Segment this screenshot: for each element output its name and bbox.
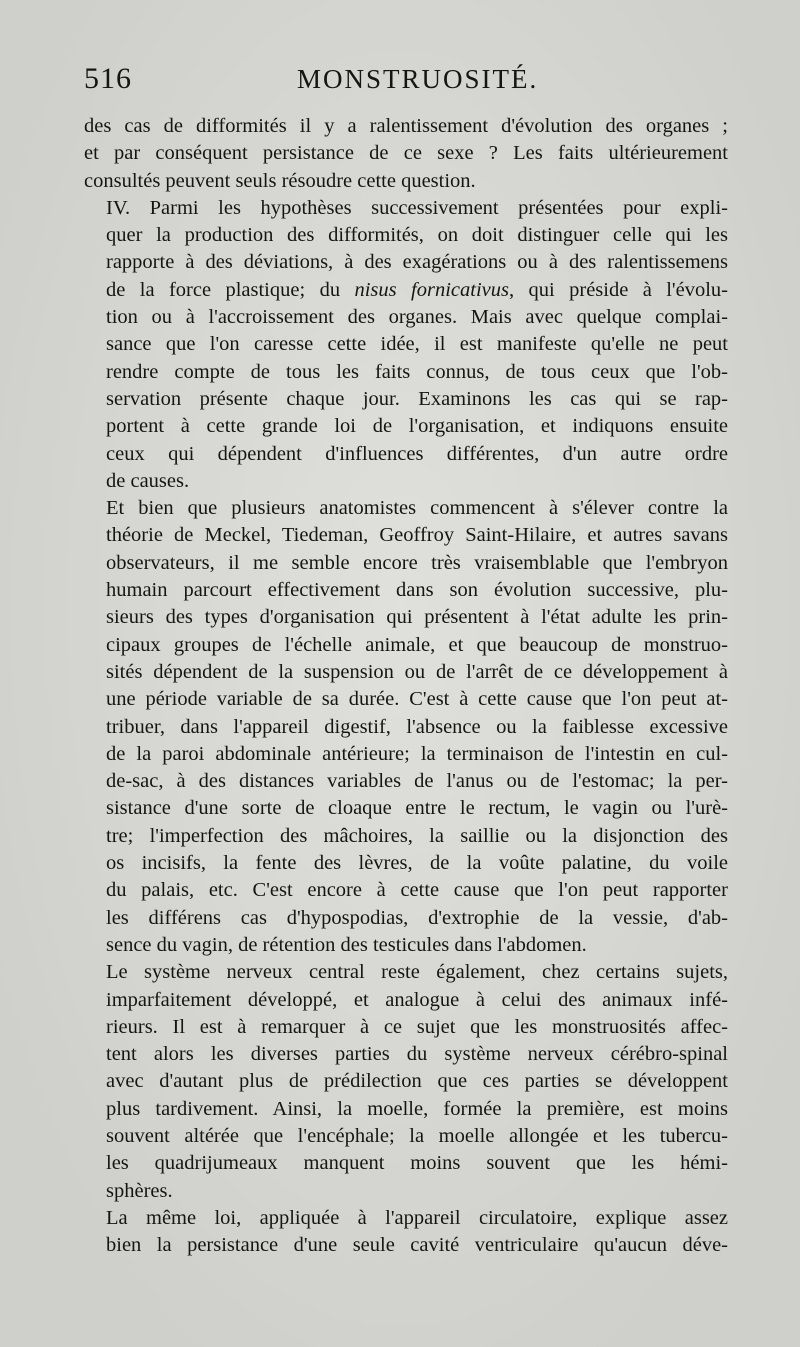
text-line: servation présente chaque jour. Examinons les cas qui se rap- [106,387,728,410]
text-line: observateurs, il me semble encore très vraisemblable que l'embryon [106,551,728,574]
text-line: des cas de difformités il y a ralentissement d'évolution des organes ; [84,115,728,137]
text-run: , qui préside à l'évolu- [508,278,728,301]
text-line: cipaux groupes de l'échelle animale, et que beaucoup de monstruo- [106,633,728,656]
paragraph [84,959,728,1205]
paragraph [84,113,728,195]
text-line: ceux qui dépendent d'influences différentes, d'un autre ordre [106,442,728,465]
text-line: de la paroi abdominale antérieure; la terminaison de l'intestin en cul- [106,742,728,765]
page-number: 516 [84,62,132,95]
paragraph [84,495,728,959]
text-line: de causes. [106,469,190,492]
text-line: imparfaitement développé, et analogue à celui des animaux infé- [106,988,728,1011]
text-line: Le système nerveux central reste également, chez certains sujets, [106,961,728,984]
text-line: souvent altérée que l'encéphale; la moelle allongée et les tubercu- [106,1124,728,1147]
text-line: plus tardivement. Ainsi, la moelle, formée la première, est moins [106,1097,728,1120]
text-line: rapporte à des déviations, à des exagérations ou à des ralentissemens [106,251,728,274]
text-line: du palais, etc. C'est encore à cette cause que l'on peut rapporter [106,879,728,902]
text-line: les différens cas d'hypospodias, d'extrophie de la vessie, d'ab- [106,906,728,929]
text-line: quer la production des difformités, on doit distinguer celle qui les [106,224,728,247]
text-line: de-sac, à des distances variables de l'anus ou de l'estomac; la per- [106,770,728,793]
text-line: portent à cette grande loi de l'organisation, et indiquons ensuite [106,415,728,438]
text-line: une période variable de sa durée. C'est à cette cause que l'on peut at- [106,688,728,711]
text-line: les quadrijumeaux manquent moins souvent que les hémi- [106,1152,728,1175]
paragraph [84,1205,728,1260]
text-line: sance que l'on caresse cette idée, il est manifeste qu'elle ne peut [106,333,728,356]
text-line [84,277,728,304]
text-line: rieurs. Il est à remarquer à ce sujet que les monstruosités affec- [106,1015,728,1038]
text-line: tion ou à l'accroissement des organes. Mais avec quelque complai- [106,306,728,329]
text-line: bien la persistance d'une seule cavité ventriculaire qu'aucun déve- [106,1234,728,1257]
paragraph [84,195,728,495]
italic-term: nisus fornicativus [354,278,509,301]
running-title: MONSTRUOSITÉ. [297,64,539,94]
text-line: sieurs des types d'organisation qui présentent à l'état adulte les prin- [106,606,728,629]
text-line: sence du vagin, de rétention des testicules dans l'abdomen. [106,933,587,956]
text-line: tribuer, dans l'appareil digestif, l'absence ou la faiblesse excessive [106,715,728,738]
text-line: tent alors les diverses parties du système nerveux cérébro-spinal [106,1043,728,1066]
text-line: théorie de Meckel, Tiedeman, Geoffroy Saint-Hilaire, et autres savans [106,524,728,547]
text-line: sistance d'une sorte de cloaque entre le rectum, le vagin ou l'urè- [106,797,728,820]
text-line: tre; l'imperfection des mâchoires, la saillie ou la disjonction des [106,824,728,847]
text-line: La même loi, appliquée à l'appareil circulatoire, explique assez [106,1206,728,1229]
text-line: IV. Parmi les hypothèses successivement présentées pour expli- [106,196,728,219]
text-line: avec d'autant plus de prédilection que ces parties se développent [106,1070,728,1093]
body-text [84,113,728,1259]
text-line: et par conséquent persistance de ce sexe ? Les faits ultérieurement [84,142,728,165]
text-run: de la force plastique; du [106,278,355,301]
text-line: sphères. [106,1179,173,1202]
page-header [84,62,724,102]
text-line: rendre compte de tous les faits connus, de tous ceux que l'ob- [106,360,728,383]
text-line: humain parcourt effectivement dans son évolution successive, plu- [106,579,728,602]
text-line: os incisifs, la fente des lèvres, de la voûte palatine, du voile [106,852,728,875]
text-line: sités dépendent de la suspension ou de l'arrêt de ce développement à [106,660,728,683]
text-line: Et bien que plusieurs anatomistes commencent à s'élever contre la [106,497,728,520]
text-line: consultés peuvent seuls résoudre cette question. [84,169,476,192]
